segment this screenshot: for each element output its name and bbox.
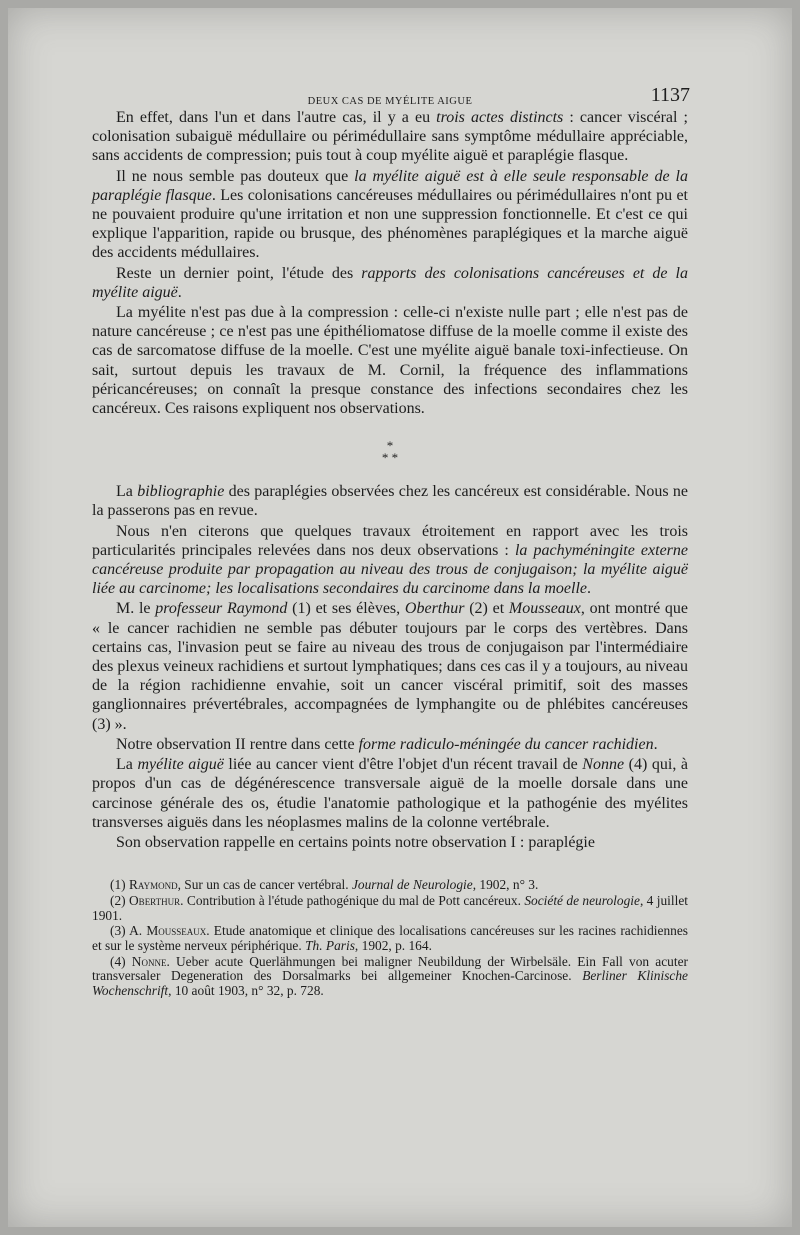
- footnote-text: , 1902, p. 164.: [354, 937, 432, 953]
- paragraph: [92, 167, 688, 263]
- paragraph-text: Reste un dernier point, l'étude des: [116, 264, 362, 282]
- paragraph-text: (4) qui, à propos d'un cas de dégénérescence transversale aiguë de la moelle dorsale dans une carcinose générale des os, étudie l'anatomie pathologique et la pathogénie des myélites transverses aiguës dans les néoplasmes malins de la colonne vertébrale.: [92, 756, 689, 831]
- paragraph: [92, 264, 688, 302]
- footnote-text: , Sur un cas de cancer vertébral.: [177, 877, 352, 893]
- running-title: DEUX CAS DE MYÉLITE AIGUE: [307, 96, 473, 107]
- footnote-number: (4): [110, 953, 132, 969]
- paragraph-text: . Les colonisations cancéreuses médullaires ou périmédullaires n'ont pu et ne pouvaient produire qu'une irritation et non une suppression fonctionnelle. Et c'est ce qui explique l'apparition, rapide ou brusque, des phénomènes paraplégiques et la marche aiguë des accidents médullaires.: [92, 186, 688, 262]
- paragraph-emphasis: la pachyméningite externe cancéreuse produite par propagation au niveau des trous de conjugaison; la myélite aiguë liée au carcinome; les localisations secondaires du carcinome dans la moelle: [92, 541, 689, 598]
- section-separator-asterism: [92, 440, 688, 464]
- author-emphasis: Oberthur: [404, 600, 465, 618]
- footnote-number: (2): [110, 892, 130, 908]
- footnote-source: Société de neurologie: [524, 892, 640, 908]
- paragraph: [92, 482, 688, 520]
- footnote-author: Nonne: [131, 953, 167, 969]
- footnote-text: , 4 juillet 1901.: [92, 892, 688, 923]
- paragraph-text: .: [653, 735, 658, 753]
- footnote-author: Raymond: [128, 877, 178, 893]
- footnote-author: Mousseaux: [146, 923, 207, 939]
- paragraph-text: : cancer viscéral ; colonisation subaiguë médullaire ou périmédullaire sans symptôme médullaire appréciable, sans accidents de compression; puis tout à coup myélite aiguë et paraplégie flasque.: [92, 109, 689, 165]
- footnote: [92, 924, 688, 953]
- paragraph-text: Nous n'en citerons que quelques travaux étroitement en rapport avec les trois particularités principales relevées dans nos deux observations :: [92, 522, 688, 559]
- footnote-author: Oberthur: [129, 892, 181, 908]
- paragraph-text: M. le: [116, 600, 156, 618]
- paragraph: La myélite n'est pas due à la compression : celle-ci n'existe nulle part ; elle n'est pas de nature cancéreuse ; ce n'est pas une épithéliomatose diffuse de la moelle comme il existe des cas de sarcomatose diffuse de la moelle. C'est une myélite aiguë banale toxi-infectieuse. On sait, surtout depuis les travaux de M. Cornil, la fréquence des inflammations péricancéreuses; on connaît la presque constance des infections secondaires chez les cancéreux. Ces raisons expliquent nos observations.: [92, 304, 688, 418]
- page-content: [92, 78, 688, 1000]
- running-head: [92, 78, 690, 107]
- paragraph-text: .: [587, 580, 592, 598]
- paragraph-emphasis: rapports des colonisations cancéreuses et de la myélite aiguë: [92, 264, 688, 301]
- paragraph-text: Il ne nous semble pas douteux que: [116, 167, 355, 185]
- footnote-text: , 10 août 1903, n° 32, p. 728.: [168, 983, 324, 999]
- paragraph-text: (2) et: [464, 600, 509, 618]
- paragraph-text: des paraplégies observées chez les cancéreux est considérable. Nous ne la passerons pas en revue.: [92, 483, 689, 520]
- paragraph: [92, 755, 688, 832]
- footnote-source: Berliner Klinische Wochenschrift: [92, 968, 688, 999]
- paragraph-text: La: [116, 483, 138, 501]
- paragraph-text: (1) et ses élèves,: [287, 600, 405, 618]
- author-emphasis: Nonne: [582, 756, 625, 774]
- footnote: [92, 955, 688, 999]
- paragraph-text: Notre observation II rentre dans cette: [116, 735, 359, 753]
- paragraph-emphasis: bibliographie: [137, 483, 225, 501]
- footnote-source: Journal de Neurologie: [351, 877, 473, 893]
- paragraph: [92, 108, 688, 166]
- footnote-source: Th. Paris: [305, 937, 355, 953]
- paragraph: Son observation rappelle en certains points notre observation I : paraplégie: [116, 833, 595, 851]
- paragraph-text: La: [116, 756, 138, 774]
- paragraph-text: liée au cancer vient d'être l'objet d'un récent travail de: [223, 756, 583, 774]
- footnote-text: , 1902, n° 3.: [472, 877, 539, 893]
- paragraph-emphasis: trois actes distincts: [436, 109, 564, 126]
- footnote-number: (1): [110, 877, 129, 893]
- footnote-text: . Contribution à l'étude pathogénique du mal de Pott cancéreux.: [180, 892, 525, 908]
- footnote-text: . Ueber acute Querlähmungen bei maligner Neubildung der Wirbelsäle. Ein Fall von acuter transversaler Degeneration des Dorsalmarks bei allgemeiner Knochen-Carcinose.: [92, 953, 688, 984]
- page-number: 1137: [650, 84, 690, 106]
- asterism-top: *: [386, 438, 394, 454]
- footnote: [92, 894, 688, 923]
- footnote-number: (3) A.: [110, 923, 147, 939]
- author-emphasis: Mousseaux: [508, 600, 581, 618]
- asterism-bottom: * *: [381, 450, 399, 466]
- paragraph-text: , ont montré que « le cancer rachidien ne semble pas débuter toujours par le corps des vertèbres. Dans certains cas, l'invasion peut se faire au niveau des trous de conjugaison par l'intermédiaire des plexus veineux rachidiens et surtout lymphatiques; dans ces cas il y a toujours, au niveau de la région rachidienne envahie, soit un cancer viscéral primitif, soit des masses ganglionnaires prévertébrales, accompagnées de lymphangite ou de phlébites cancéreuses (3) ».: [92, 600, 689, 733]
- paragraph-emphasis: forme radiculo-méningée du cancer rachidien: [358, 735, 654, 753]
- author-emphasis: professeur Raymond: [155, 600, 288, 618]
- paragraph: [92, 735, 688, 754]
- paragraph: [92, 599, 688, 733]
- footnotes: [92, 878, 688, 999]
- paragraph-emphasis: la myélite aiguë est à elle seule responsable de la paraplégie flasque: [92, 167, 688, 204]
- scanned-page: [8, 8, 792, 1227]
- footnote: [92, 878, 688, 893]
- paragraph: [92, 522, 688, 599]
- paragraph-text: En effet, dans l'un et dans l'autre cas, il y a eu: [116, 109, 437, 126]
- paragraph-text: .: [177, 283, 182, 301]
- paragraph-emphasis: myélite aiguë: [137, 756, 224, 774]
- footnote-text: . Etude anatomique et clinique des localisations cancéreuses sur les racines rachidiennes et sur le système nerveux périphérique.: [92, 923, 688, 953]
